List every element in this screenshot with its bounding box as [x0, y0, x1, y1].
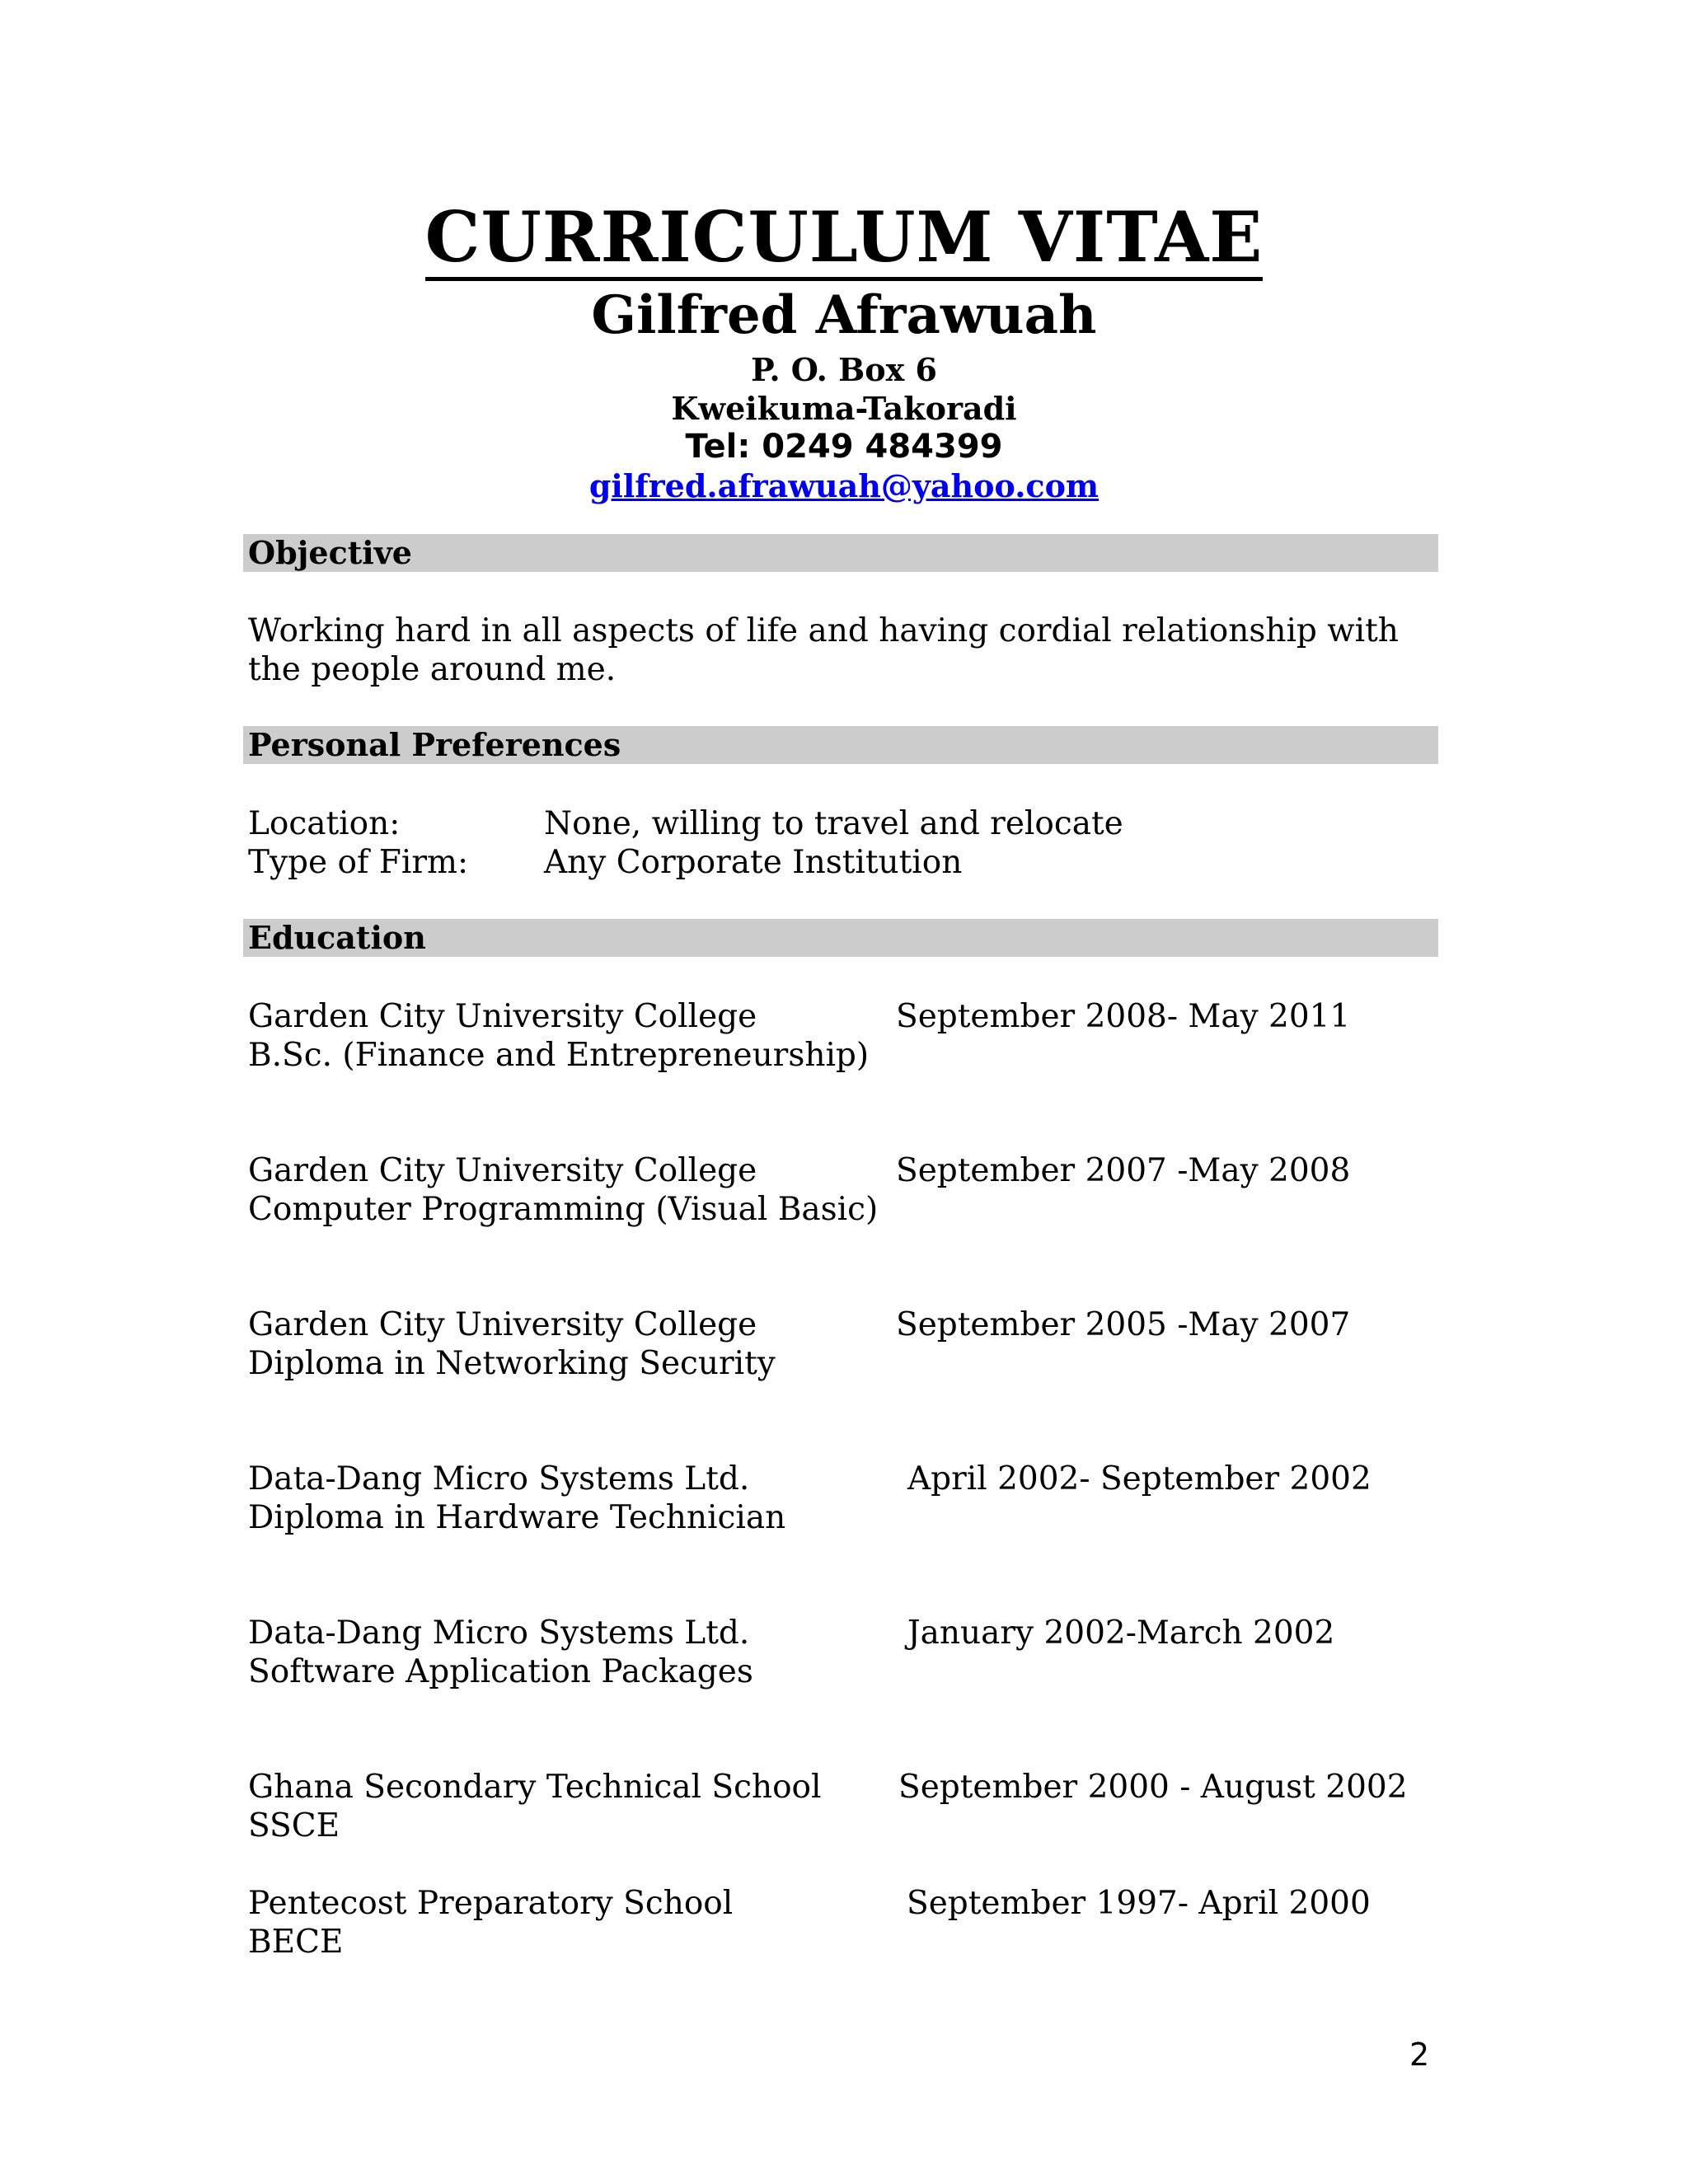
objective-heading: Objective: [248, 534, 412, 571]
education-entry: [248, 1614, 1443, 1691]
preferences-section-header: [243, 726, 1438, 764]
page-number: 2: [1409, 2036, 1430, 2073]
education-dates: April 2002- September 2002: [907, 1460, 1372, 1497]
education-institution: Garden City University College: [248, 1306, 757, 1343]
preference-value-location: None, willing to travel and relocate: [544, 805, 1123, 842]
education-entry: [248, 1151, 1443, 1229]
education-course: Software Application Packages: [248, 1653, 753, 1690]
preference-value-firm: Any Corporate Institution: [544, 844, 963, 881]
preferences-heading: Personal Preferences: [248, 726, 621, 763]
education-course: Diploma in Networking Security: [248, 1345, 776, 1382]
education-course: B.Sc. (Finance and Entrepreneurship): [248, 1037, 870, 1074]
preference-label-location: Location:: [248, 805, 401, 842]
document-title: CURRICULUM VITAE: [425, 198, 1264, 281]
education-entry: [248, 997, 1443, 1075]
education-dates: January 2002-March 2002: [907, 1615, 1335, 1652]
email-link[interactable]: gilfred.afrawuah@yahoo.com: [588, 467, 1100, 504]
po-box: P. O. Box 6: [751, 351, 937, 388]
telephone: Tel: 0249 484399: [685, 428, 1003, 466]
education-dates: September 2000 - August 2002: [898, 1769, 1408, 1806]
education-section-header: [243, 919, 1438, 957]
education-institution: Data-Dang Micro Systems Ltd.: [248, 1460, 750, 1497]
education-dates: September 2008- May 2011: [896, 998, 1351, 1035]
education-institution: Ghana Secondary Technical School: [248, 1769, 822, 1806]
education-course: Diploma in Hardware Technician: [248, 1499, 786, 1536]
city: Kweikuma-Takoradi: [671, 390, 1017, 427]
objective-text-line-1: Working hard in all aspects of life and having cordial relationship with: [248, 612, 1399, 649]
cv-header: [0, 198, 1688, 505]
education-entry: [248, 1768, 1443, 1845]
objective-section-header: [243, 534, 1438, 572]
education-course: Computer Programming (Visual Basic): [248, 1191, 879, 1228]
preference-label-firm: Type of Firm:: [248, 844, 469, 881]
education-dates: September 1997- April 2000: [907, 1885, 1371, 1922]
education-dates: September 2007 -May 2008: [896, 1152, 1351, 1189]
education-entry: [248, 1884, 1443, 1961]
education-course: BECE: [248, 1924, 344, 1961]
objective-text-line-2: the people around me.: [248, 651, 617, 688]
education-entry: [248, 1460, 1443, 1537]
education-course: SSCE: [248, 1807, 340, 1844]
education-institution: Data-Dang Micro Systems Ltd.: [248, 1615, 750, 1652]
education-institution: Pentecost Preparatory School: [248, 1885, 734, 1922]
education-heading: Education: [248, 919, 426, 956]
applicant-name: Gilfred Afrawuah: [591, 284, 1097, 346]
education-institution: Garden City University College: [248, 1152, 757, 1189]
education-entry: [248, 1305, 1443, 1383]
education-dates: September 2005 -May 2007: [896, 1306, 1351, 1343]
education-institution: Garden City University College: [248, 998, 757, 1035]
